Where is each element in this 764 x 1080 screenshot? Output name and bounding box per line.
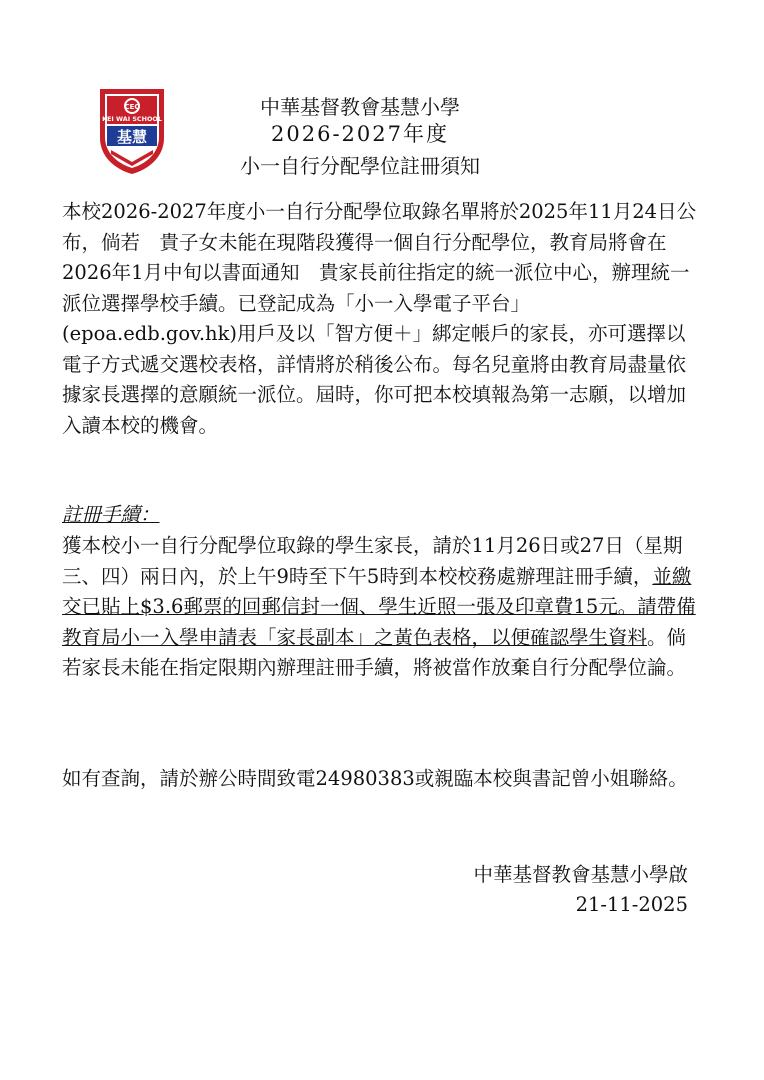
procedure-text-part1: 獲本校小一自行分配學位取錄的學生家長，請於11月26日或27日（星期三、四）兩日內，於上午9時至下午5時到本校校務處辦理註冊手續， [62,534,683,588]
school-logo [97,86,167,176]
enquiry-paragraph: 如有查詢，請於辦公時間致電24980383或親臨本校與書記曾小姐聯絡。 [62,767,688,790]
procedure-paragraph [62,531,702,684]
signature-block [473,860,688,920]
school-name: 中華基督教會基慧小學 [260,95,460,119]
school-year: 2026-2027年度 [271,122,449,146]
notice-header [190,94,530,181]
procedure-underlined-text: 並繳交已貼上$3.6郵票的回郵信封一個、學生近照一張及印章費15元。請帶備教育局小一入學申請表「家長副本」之黃色表格，以便確認學生資料 [62,564,696,649]
logo-emblem-text: CEC [124,103,140,111]
logo-english-name: KEI WAI SCHOOL [102,115,162,123]
notice-title: 小一自行分配學位註冊須知 [240,154,480,178]
procedure-heading: 註冊手續： [62,503,160,526]
procedure-text-part2: 。倘若家長未能在指定限期內辦理註冊手續，將被當作放棄自行分配學位論。 [62,625,687,679]
signature-date: 21-11-2025 [575,893,688,916]
school-crest-icon [97,86,167,176]
signature-sender: 中華基督教會基慧小學啟 [473,863,688,886]
intro-paragraph: 本校2026-2027年度小一自行分配學位取錄名單將於2025年11月24日公布，倘若 貴子女未能在現階段獲得一個自行分配學位，教育局將會在2026年1月中旬以書面通知 貴家長前往指定的統一派位中心，辦理統一派位選擇學校手續。已登記成為「小一入學電子平台」(epoa.edb.gov.hk)用戶及以「智方便＋」綁定帳戶的家長，亦可選擇以電子方式遞交選校表格，詳情將於稍後公布。每名兒童將由教育局盡量依據家長選擇的意願統一派位。屆時，你可把本校填報為第一志願，以增加入讀本校的機會。 [62,200,697,437]
logo-chinese-name: 基慧 [116,128,148,146]
